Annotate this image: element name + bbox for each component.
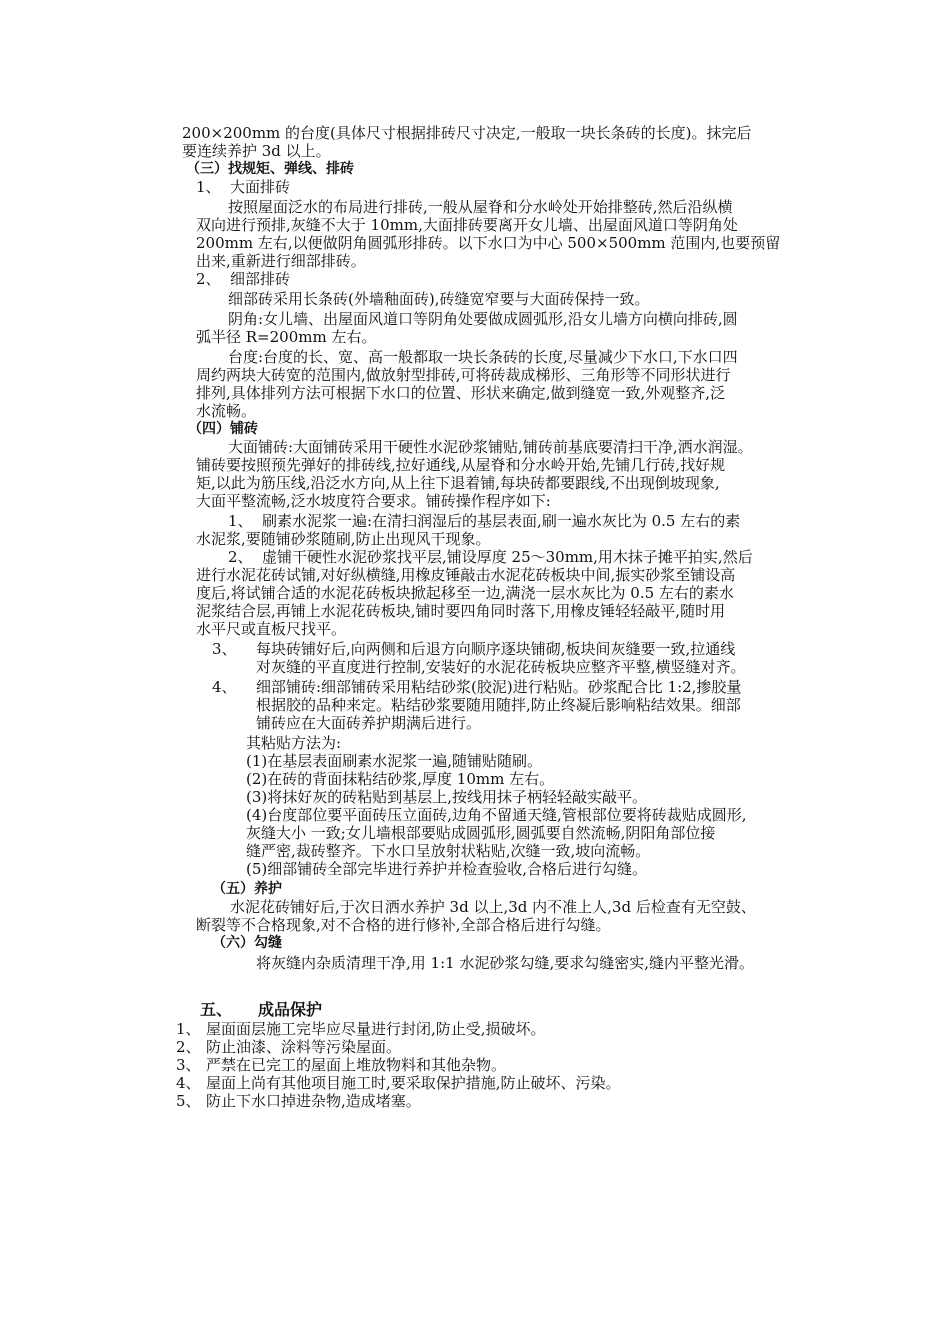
paragraph-line: 出来,重新进行细部排砖。 [196, 252, 366, 270]
paragraph-line: 每块砖铺好后,向两侧和后退方向顺序逐块铺砌,板块间灰缝要一致,拉通线 [256, 640, 736, 658]
paragraph-line: 双向进行预排,灰缝不大于 10mm,大面排砖要离开女儿墙、出屋面风道口等阴角处 [196, 216, 738, 234]
paragraph-line: 将灰缝内杂质清理干净,用 1:1 水泥砂浆勾缝,要求勾缝密实,缝内平整光滑。 [256, 954, 754, 972]
section-heading-5: （五）养护 [212, 881, 282, 897]
paragraph-line: 铺砖要按照预先弹好的排砖线,拉好通线,从屋脊和分水岭开始,先铺几行砖,找好规 [196, 456, 726, 474]
paragraph-line: 排列,具体排列方法可根据下水口的位置、形状来确定,做到缝宽一致,外观整齐,泛 [196, 384, 726, 402]
paragraph-line: 弧半径 R=200mm 左右。 [196, 328, 377, 346]
paragraph-line: 灰缝大小 一致;女儿墙根部要贴成圆弧形,圆弧要自然流畅,阴阳角部位接 [246, 824, 716, 842]
step-number: 1、 [228, 512, 253, 530]
paragraph-line: (5)细部铺砖全部完毕进行养护并检查验收,合格后进行勾缝。 [246, 860, 648, 878]
paragraph-line: 进行水泥花砖试铺,对好纵横缝,用橡皮锤敲击水泥花砖板块中间,振实砂浆至铺设高 [196, 566, 736, 584]
paragraph-line: 水泥浆,要随铺砂浆随刷,防止出现风干现象。 [196, 530, 491, 548]
paragraph-line: 按照屋面泛水的布局进行排砖,一般从屋脊和分水岭处开始排整砖,然后沿纵横 [228, 198, 733, 216]
paragraph-line: 水泥花砖铺好后,于次日洒水养护 3d 以上,3d 内不准上人,3d 后检查有无空鼓、 [230, 898, 756, 916]
list-item: 严禁在已完工的屋面上堆放物料和其他杂物。 [206, 1056, 507, 1074]
item-title: 大面排砖 [230, 178, 291, 196]
chapter-number: 五、 [200, 1000, 233, 1019]
paragraph-line: 阴角:女儿墙、出屋面风道口等阴角处要做成圆弧形,沿女儿墙方向横向排砖,圆 [228, 310, 738, 328]
paragraph-line: (3)将抹好灰的砖粘贴到基层上,按线用抹子柄轻轻敲实敲平。 [246, 788, 648, 806]
list-item-number: 2、 [176, 1038, 201, 1056]
paragraph-line: 细部铺砖:细部铺砖采用粘结砂浆(胶泥)进行粘贴。砂浆配合比 1:2,掺胶量 [256, 678, 742, 696]
paragraph-line: (4)台度部位要平面砖压立面砖,边角不留通天缝,管根部位要将砖裁贴成圆形, [246, 806, 747, 824]
step-number: 3、 [212, 640, 237, 658]
chapter-title: 成品保护 [258, 1000, 323, 1019]
section-heading-4: （四）铺砖 [188, 421, 258, 437]
paragraph-line: 铺砖应在大面砖养护期满后进行。 [256, 714, 482, 732]
paragraph-line: 对灰缝的平直度进行控制,安装好的水泥花砖板块应整齐平整,横竖缝对齐。 [256, 658, 746, 676]
paragraph-line: 200×200mm 的台度(具体尺寸根据排砖尺寸决定,一般取一块长条砖的长度)。抹完后 [182, 124, 752, 142]
paragraph-line: 刷素水泥浆一遍:在清扫润湿后的基层表面,刷一遍水灰比为 0.5 左右的素 [262, 512, 741, 530]
list-item: 防止油漆、涂料等污染屋面。 [206, 1038, 402, 1056]
section-heading-6: （六）勾缝 [212, 935, 282, 951]
paragraph-line: 要连续养护 3d 以上。 [182, 142, 331, 160]
paragraph-line: 周约两块大砖宽的范围内,做放射型排砖,可将砖裁成梯形、三角形等不同形状进行 [196, 366, 731, 384]
step-number: 4、 [212, 678, 237, 696]
list-item-number: 1、 [176, 1020, 201, 1038]
paragraph-line: 水流畅。 [196, 402, 257, 420]
paragraph-line: (2)在砖的背面抹粘结砂浆,厚度 10mm 左右。 [246, 770, 555, 788]
item-number: 2、 [196, 270, 221, 288]
paragraph-line: 泥浆结合层,再铺上水泥花砖板块,铺时要四角同时落下,用橡皮锤轻轻敲平,随时用 [196, 602, 726, 620]
list-item-number: 3、 [176, 1056, 201, 1074]
paragraph-line: 矩,以此为筋压线,沿泛水方向,从上往下退着铺,每块砖都要跟线,不出现倒坡现象, [196, 474, 720, 492]
item-title: 细部排砖 [230, 270, 291, 288]
paragraph-line: 断裂等不合格现象,对不合格的进行修补,全部合格后进行勾缝。 [196, 916, 611, 934]
paragraph-line: 大面平整流畅,泛水坡度符合要求。铺砖操作程序如下: [196, 492, 551, 510]
paragraph-line: 根据胶的品种来定。粘结砂浆要随用随拌,防止终凝后影响粘结效果。细部 [256, 696, 741, 714]
list-item-number: 5、 [176, 1092, 201, 1110]
paragraph-line: (1)在基层表面刷素水泥浆一遍,随铺贴随刷。 [246, 752, 543, 770]
item-number: 1、 [196, 178, 221, 196]
paragraph-line: 虚铺干硬性水泥砂浆找平层,铺设厚度 25～30mm,用木抹子摊平拍实,然后 [262, 548, 753, 566]
paragraph-line: 缝严密,裁砖整齐。下水口呈放射状粘贴,次缝一致,坡向流畅。 [246, 842, 651, 860]
list-item: 屋面上尚有其他项目施工时,要采取保护措施,防止破坏、污染。 [206, 1074, 621, 1092]
paragraph-line: 台度:台度的长、宽、高一般都取一块长条砖的长度,尽量减少下水口,下水口四 [228, 348, 738, 366]
paragraph-line: 水平尺或直板尺找平。 [196, 620, 347, 638]
list-item: 屋面面层施工完毕应尽量进行封闭,防止受,损破坏。 [206, 1020, 546, 1038]
list-item-number: 4、 [176, 1074, 201, 1092]
paragraph-line: 度后,将试铺合适的水泥花砖板块掀起移至一边,满浇一层水灰比为 0.5 左右的素水 [196, 584, 734, 602]
step-number: 2、 [228, 548, 253, 566]
paragraph-line: 细部砖采用长条砖(外墙釉面砖),砖缝宽窄要与大面砖保持一致。 [228, 290, 650, 308]
section-heading-3: （三）找规矩、弹线、排砖 [186, 161, 354, 177]
paragraph-line: 大面铺砖:大面铺砖采用干硬性水泥砂浆铺贴,铺砖前基底要清扫干净,洒水润湿。 [228, 438, 753, 456]
paragraph-line: 其粘贴方法为: [246, 734, 342, 752]
paragraph-line: 200mm 左右,以便做阴角圆弧形排砖。以下水口为中心 500×500mm 范围内,也要预留 [196, 234, 781, 252]
list-item: 防止下水口掉进杂物,造成堵塞。 [206, 1092, 421, 1110]
